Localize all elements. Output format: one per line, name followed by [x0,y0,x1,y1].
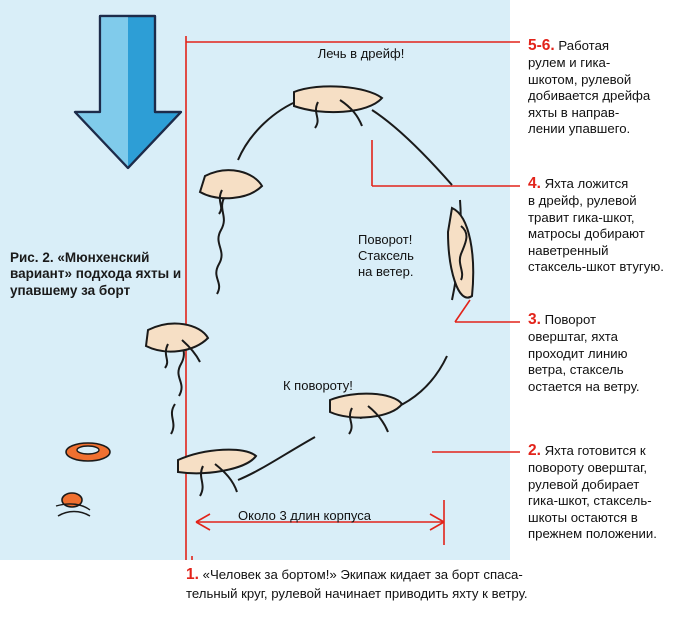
label-heave-to-text: Лечь в дрейф! [317,46,405,61]
step-2-line3: рулевой добирает [528,476,640,492]
figure-caption [10,250,185,299]
step-4-line2: в дрейф, рулевой [528,193,637,209]
step-1-number: 1. [186,566,199,583]
figure-caption-text: Рис. 2. «Мюнхенский вариант» подхода яхты и упавшему за борт [10,250,182,298]
label-distance [238,508,438,524]
step-5-6-line6: лении упавшего. [528,121,631,137]
step-3-line1: Поворот [544,312,597,327]
step-4-line1: Яхта ложится [544,176,629,191]
step-4-line3: травит гика-шкот, [528,209,635,225]
step-2-line6: прежнем положении. [528,526,657,542]
step-3-line2: оверштаг, яхта [528,329,619,345]
label-turn-staysail-line1: Поворот! [358,232,413,247]
step-4-line4: матросы добирают [528,226,645,242]
step-5-6-line1: Работая [558,38,610,53]
label-turn-staysail-line2: Стаксель [358,247,414,263]
label-heave-to [296,46,426,62]
step-2-line5: шкоты остаются в [528,509,638,525]
step-2-line1: Яхта готовится к [544,443,646,458]
step-5-6-line5: яхты в направ- [528,104,620,120]
step-1-line1: «Человек за бортом!» Экипаж кидает за борт спаса- [202,567,523,582]
step-4-line6: стаксель-шкот втугую. [528,259,664,275]
step-3-line3: проходит линию [528,345,628,361]
step-5-6-number: 5-6. [528,37,555,54]
label-turn-staysail [358,232,468,280]
step-3-line5: остается на ветру. [528,378,640,394]
step-3 [528,310,696,395]
step-5-6-line4: добивается дрейфа [528,88,651,104]
step-5-6-line3: шкотом, рулевой [528,71,632,87]
label-turn-staysail-line3: на ветер. [358,263,414,279]
step-2 [528,441,698,543]
step-4-number: 4. [528,175,541,192]
step-4-line5: наветренный [528,242,609,258]
label-prepare-to-turn [283,378,403,394]
step-2-number: 2. [528,442,541,459]
step-2-line4: гика-шкот, стаксель- [528,493,652,509]
step-3-line4: ветра, стаксель [528,362,624,378]
step-5-6-line2: рулем и гика- [528,55,611,71]
step-1-line2: тельный круг, рулевой начинает приводить яхту к ветру. [186,586,528,602]
step-2-line2: повороту оверштаг, [528,460,648,476]
label-distance-text: Около 3 длин корпуса [238,508,371,523]
step-3-number: 3. [528,311,541,328]
step-4 [528,174,698,276]
label-prepare-to-turn-text: К повороту! [283,378,353,393]
step-5-6 [528,36,696,138]
step-1 [186,565,606,602]
